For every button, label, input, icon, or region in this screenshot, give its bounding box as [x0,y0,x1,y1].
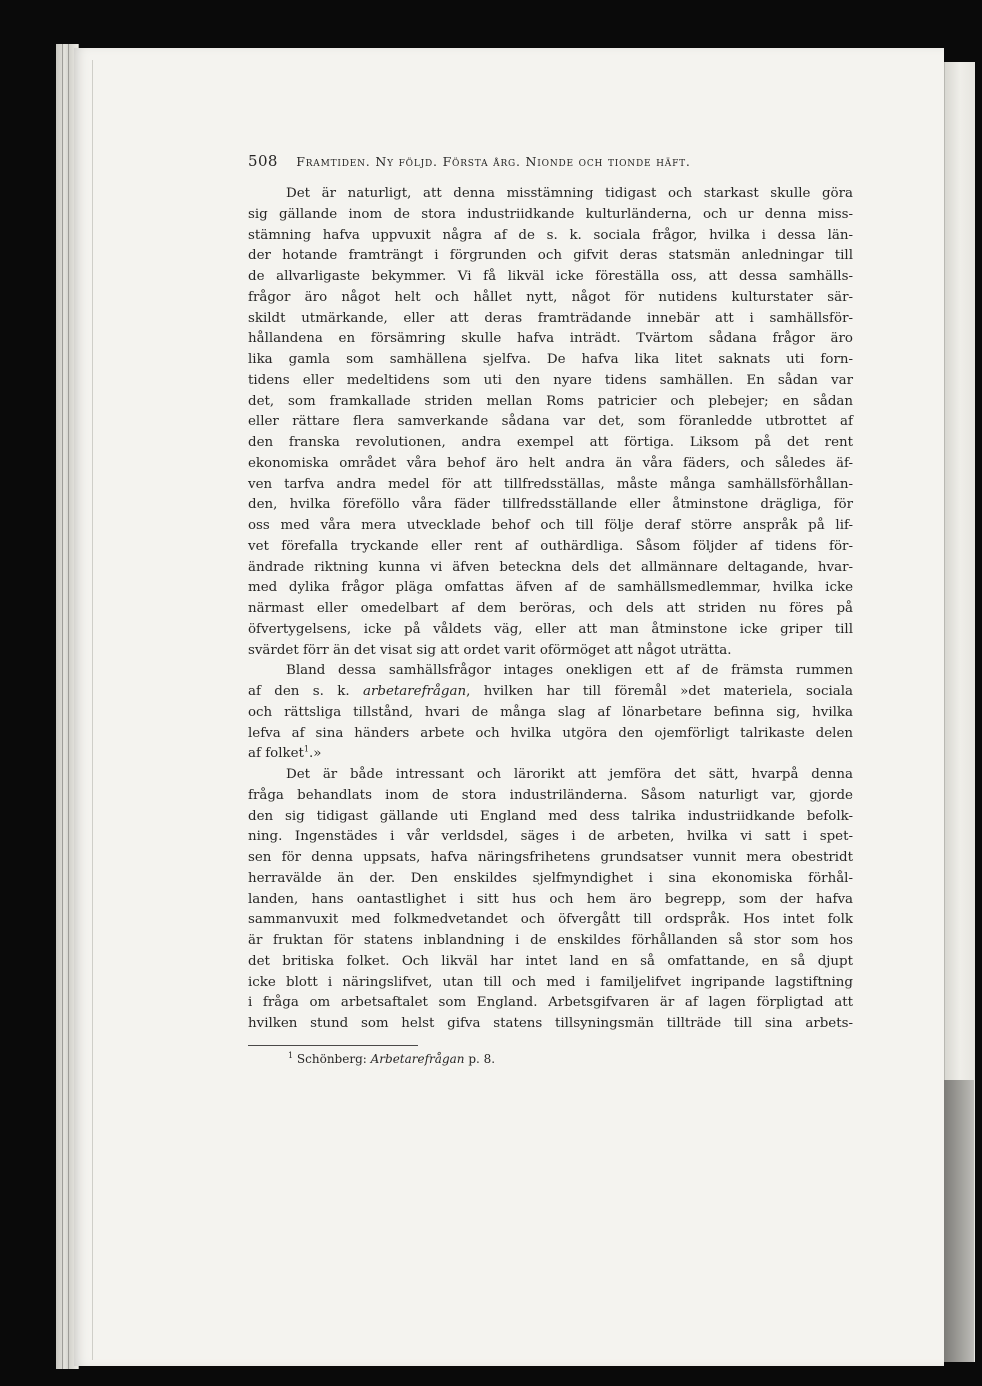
text-line-content: ändrade riktning kunna vi äfven beteckna dels det allmännare deltagande, hvar- [248,559,853,575]
text-line [248,765,853,786]
footnote-reference: 1 [303,744,310,754]
text-line-content: hållandena en försämring skulle hafva inträdt. Tvärtom sådana frågor äro [248,331,853,347]
text-line [248,786,853,807]
text-line-content: lika gamla som samhällena sjelfva. De hafva lika litet saknats uti forn- [248,352,853,367]
running-head [248,152,853,182]
text-line-content: landen, hans oantastlighet i sitt hus och hem äro begrepp, som der hafva [248,891,853,907]
text-line-content: det, som framkallade striden mellan Roms patricier och plebejer; en sådan [248,393,853,409]
text-line [248,433,853,454]
text-line-content: ven tarfva andra medel för att tillfredsställas, måste många samhällsförhållan- [248,476,853,492]
text-line-content: skildt utmärkande, eller att deras framträdande innebär att i samhällsför- [248,310,853,326]
text-line-content: tidens eller medeltidens som uti den nyare tidens samhällen. En sådan var [248,372,853,388]
footnote-title: Arbetarefrågan [370,1051,465,1066]
text-line [248,246,853,267]
text-line [248,537,853,558]
text-line-content: är fruktan för statens inblandning i de enskildes förhållanden så stor som hos [248,933,853,948]
text-line-content: sammanvuxit med folkmedvetandet och öfvergått till ordspråk. Hos intet folk [248,912,853,928]
text-line-content: Det är både intressant och lärorikt att jemföra det sätt, hvarpå denna [286,767,853,782]
text-line [248,371,853,392]
text-line-content: af den s. k. [248,684,363,699]
text-line [248,329,853,350]
page-body [248,152,853,1066]
text-line-content: oss med våra mera utvecklade behof och till följe deraf större anspråk på lif- [248,518,853,533]
emphasized-term: arbetarefrågan [363,684,467,699]
text-line [248,869,853,890]
text-line-content: Bland dessa samhällsfrågor intages onekligen ett af de främsta rummen [286,663,853,679]
text-line [248,973,853,994]
text-line [248,309,853,330]
text-line [248,578,853,599]
footnote-page: p. 8. [464,1051,496,1066]
footnote-rule [248,1045,418,1046]
text-line-content: der hotande framträngt i förgrunden och gifvit deras statsmän anledningar till [248,248,853,264]
text-line [248,1014,853,1035]
text-line [248,641,853,662]
text-line [248,226,853,247]
text-line [248,454,853,475]
text-line-content: den, hvilka föreföllo våra fäder tillfredsställande eller åtminstone drägliga, för [248,497,853,513]
text-line-content: sig gällande inom de stora industriidkande kulturländerna, och ur denna miss- [248,206,853,222]
text-line-content: herravälde än der. Den enskildes sjelfmyndighet i sina ekonomiska förhål- [248,870,853,886]
text-line [248,267,853,288]
text-line-content: vet förefalla tryckande eller rent af outhärdliga. Såsom följder af tidens för- [248,538,853,554]
text-line [248,661,853,682]
text-line [248,184,853,205]
text-line-content: och rättsliga tillstånd, hvari de många slag af lönarbetare befinna sig, hvilka [248,704,853,720]
adjacent-page-shadow [944,1080,974,1362]
text-line [248,993,853,1014]
text-line-content: lefva af sina händers arbete och hvilka utgöra den ojemförligt talrikaste delen [248,725,853,741]
text-line-content: af folket [248,746,304,762]
text-line [248,599,853,620]
text-line [248,827,853,848]
text-line-content: sen för denna uppsats, hafva näringsfrihetens grundsatser vunnit mera obestridt [248,850,853,865]
text-line [248,558,853,579]
page-number: 508 [248,152,278,170]
text-line-content: hvilken stund som helst gifva statens tillsyningsmän tillträde till sina arbets- [248,1016,853,1031]
text-line-content: svärdet förr än det visat sig att ordet varit oförmöget att något uträtta. [248,642,732,658]
text-line-content: Det är naturligt, att denna misstämning tidigast och starkast skulle göra [286,186,853,201]
text-line [248,952,853,973]
text-line-content: öfvertygelsens, icke på våldets väg, eller att man åtminstone icke griper till [248,621,853,637]
body-text [248,184,853,1035]
text-line [248,890,853,911]
running-head-title: Framtiden. Ny följd. Första årg. Nionde och tionde häft. [296,154,691,169]
footnote-marker: 1 [288,1050,294,1060]
text-line-continuation: , hvilken har till föremål »det materiela, sociala [466,684,853,699]
text-line-content: ning. Ingenstädes i vår verldsdel, säges i de arbeten, hvilka vi satt i spet- [248,829,853,845]
text-line [248,724,853,745]
page-inner-border [92,60,93,1360]
text-line [248,682,853,703]
text-line [248,931,853,952]
text-line-content: närmast eller omedelbart af dem beröras, och dels att striden nu föres på [248,601,853,616]
text-line-content: eller rättare flera samverkande sådana var det, som föranledde utbrottet af [248,414,853,430]
text-line [248,205,853,226]
text-line-content: fråga behandlats inom de stora industriländerna. Såsom naturligt var, gjorde [248,787,853,803]
text-line-content: med dylika frågor pläga omfattas äfven af de samhällsmedlemmar, hvilka icke [248,580,853,596]
text-line [248,703,853,724]
text-line [248,807,853,828]
text-line-content: ekonomiska området våra behof äro helt andra än våra fäders, och således äf- [248,455,853,471]
text-line-content: stämning hafva uppvuxit några af de s. k. sociala frågor, hvilka i dessa län- [248,227,853,243]
text-line [248,620,853,641]
text-line-content: det britiska folket. Och likväl har intet land en så omfattande, en så djupt [248,953,853,969]
text-line-content: icke blott i näringslifvet, utan till och med i familjelifvet ingripande lagstiftning [248,974,853,990]
text-line [248,288,853,309]
text-line [248,848,853,869]
text-line [248,910,853,931]
text-line [248,412,853,433]
text-line [248,516,853,537]
text-line [248,392,853,413]
footnote [248,1052,853,1066]
page-edge-line [68,44,69,1369]
text-line [248,475,853,496]
text-line-content: den sig tidigast gällande uti England med dess talrika industriidkande befolk- [248,808,853,824]
page-edge-line [62,44,63,1369]
text-line [248,495,853,516]
text-line [248,744,853,765]
text-line-content: i fråga om arbetsaftalet som England. Arbetsgifvaren är af lagen förpligtad att [248,995,853,1011]
text-line-content: den franska revolutionen, andra exempel att förtiga. Liksom på det rent [248,435,853,450]
footnote-author: Schönberg: [296,1051,371,1066]
text-line-continuation: .» [309,746,322,762]
text-line [248,350,853,371]
text-line-content: frågor äro något helt och hållet nytt, något för nutidens kulturstater sär- [248,289,853,305]
text-line-content: de allvarligaste bekymmer. Vi få likväl icke föreställa oss, att dessa samhälls- [248,269,853,284]
